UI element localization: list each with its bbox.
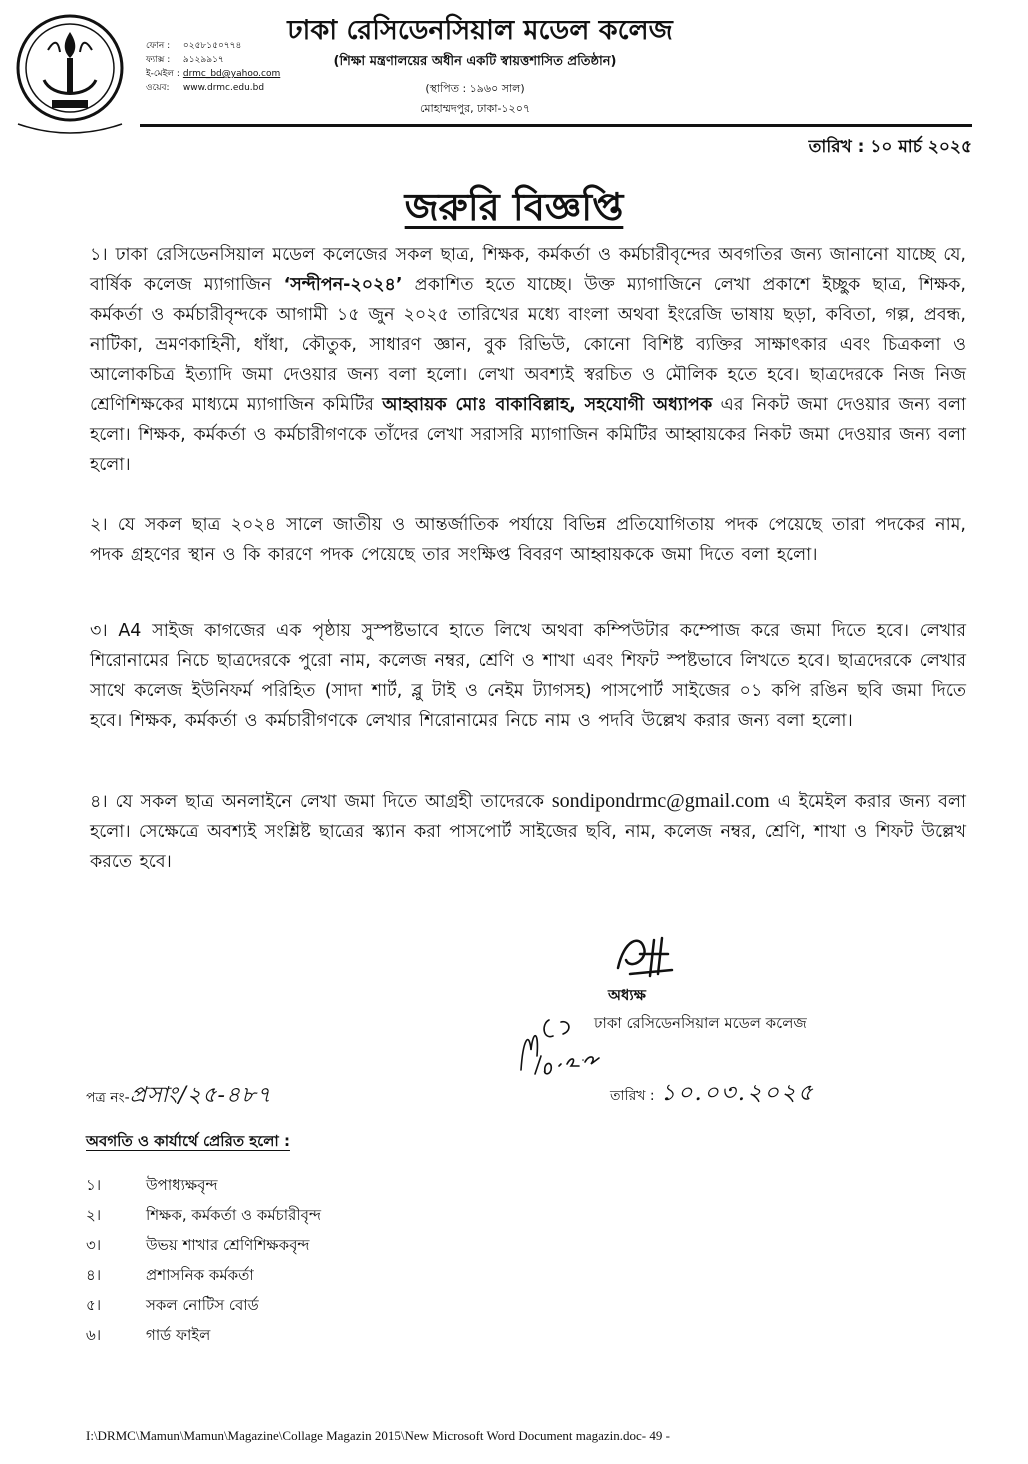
paragraph-2: ২। যে সকল ছাত্র ২০২৪ সালে জাতীয় ও আন্তর্জাতিক পর্যায়ে বিভিন্ন প্রতিযোগিতায় পদক পেয়েছে তারা পদকের নাম, পদক গ্রহণের স্থান ও কি কারণে পদক পেয়েছে তার সংক্ষিপ্ত বিবরণ আহ্বায়ককে জমা দিতে বলা হলো।	[90, 515, 966, 565]
list-item: ২। শিক্ষক, কর্মকর্তা ও কর্মচারীবৃন্দ	[86, 1206, 322, 1224]
submission-email[interactable]: sondipondrmc@gmail.com	[551, 790, 770, 812]
contact-fax: ফ্যাক্স : ৯১২৯৯১৭	[146, 55, 224, 65]
notice-date: তারিখ : ১০ মার্চ ২০২৫	[808, 137, 972, 157]
handwritten-initials	[515, 1000, 605, 1080]
paragraph-3: ৩। A4 সাইজ কাগজের এক পৃষ্ঠায় সুস্পষ্টভাবে হাতে লিখে অথবা কম্পিউটার কম্পোজ করে জমা দিতে হবে। লেখার শিরোনামের নিচে ছাত্রদেরকে পুরো নাম, কলেজ নম্বর, শ্রেণি ও শাখা এবং শিফট স্পষ্টভাবে লিখতে হবে। ছাত্রদেরকে লেখার সাথে কলেজ ইউনিফর্ম পরিহিত (সাদা শার্ট, ব্লু টাই ও নেইম ট্যাগসহ) পাসপোর্ট সাইজের ০১ কপি রঙিন ছবি জমা দিতে হবে। শিক্ষক, কর্মকর্তা ও কর্মচারীগণকে লেখার শিরোনামের নিচে নাম ও পদবি উল্লেখ করার জন্য বলা হলো।	[90, 621, 966, 731]
memo-number: পত্র নং-প্রসাং/২৫-৪৮৭	[86, 1083, 272, 1108]
signatory-organization: ঢাকা রেসিডেনসিয়াল মডেল কলেজ	[594, 1014, 807, 1032]
established-year: (স্থাপিত : ১৯৬০ সাল)	[425, 82, 525, 95]
list-item: ৬। গার্ড ফাইল	[86, 1326, 211, 1344]
college-location: মোহাম্মদপুর, ঢাকা-১২০৭	[419, 102, 531, 115]
college-subtitle: (শিক্ষা মন্ত্রণালয়ের অধীন একটি স্বায়ত্তশাসিত প্রতিষ্ঠান)	[333, 54, 617, 69]
list-item: ৩। উভয় শাখার শ্রেণিশিক্ষকবৃন্দ	[86, 1236, 310, 1254]
list-item: ১। উপাধ্যক্ষবৃন্দ	[86, 1176, 218, 1194]
list-item: ৫। সকল নোটিস বোর্ড	[86, 1296, 259, 1314]
contact-email: ই-মেইল : drmc_bd@yahoo.com	[146, 69, 281, 79]
notice-title: জরুরি বিজ্ঞপ্তি	[404, 185, 624, 229]
list-item: ৪। প্রশাসনিক কর্মকর্তা	[86, 1266, 254, 1284]
footer-file-path: I:\DRMC\Mamun\Mamun\Magazine\Collage Magazin 2015\New Microsoft Word Document magazin.doc- 49 -	[86, 1428, 670, 1443]
principal-signature	[610, 930, 680, 980]
contact-phone: ফোন : ০২৫৮১৫০৭৭৪	[146, 41, 242, 51]
signatory-title: অধ্যক্ষ	[608, 986, 646, 1004]
paragraph-4: ৪। যে সকল ছাত্র অনলাইনে লেখা জমা দিতে আগ্রহী তাদেরকে sondipondrmc@gmail.com এ ইমেইল করার জন্য বলা হলো। সেক্ষেত্রে অবশ্যই সংশ্লিষ্ট ছাত্রের স্ক্যান করা পাসপোর্ট সাইজের ছবি, নাম, কলেজ নম্বর, শ্রেণি, শাখা ও শিফট উল্লেখ করতে হবে।	[90, 790, 966, 872]
contact-web: ওয়েব: www.drmc.edu.bd	[146, 83, 265, 93]
distribution-list	[86, 1170, 321, 1350]
header-divider	[140, 124, 972, 127]
distribution-heading: অবগতি ও কার্যার্থে প্রেরিত হলো :	[86, 1132, 290, 1150]
college-name: ঢাকা রেসিডেনসিয়াল মডেল কলেজ	[287, 15, 673, 46]
memo-date: তারিখ : ১০.০৩.২০২৫	[610, 1080, 815, 1106]
college-logo	[10, 10, 130, 138]
paragraph-1: ১। ঢাকা রেসিডেনসিয়াল মডেল কলেজের সকল ছাত্র, শিক্ষক, কর্মকর্তা ও কর্মচারীবৃন্দের অবগতির জন্য জানানো যাচ্ছে যে, বার্ষিক কলেজ ম্যাগাজিন ‘সন্দীপন-২০২৪’ প্রকাশিত হতে যাচ্ছে। উক্ত ম্যাগাজিনে লেখা প্রকাশে ইচ্ছুক ছাত্র, শিক্ষক, কর্মকর্তা ও কর্মচারীবৃন্দকে আগামী ১৫ জুন ২০২৫ তারিখের মধ্যে বাংলা অথবা ইংরেজি ভাষায় ছড়া, কবিতা, গল্প, প্রবন্ধ, নাটিকা, ভ্রমণকাহিনী, ধাঁধা, কৌতুক, সাধারণ জ্ঞান, বুক রিভিউ, কোনো বিশিষ্ট ব্যক্তির সাক্ষাৎকার এবং চিত্রকলা ও আলোকচিত্র ইত্যাদি জমা দেওয়ার জন্য বলা হলো। লেখা অবশ্যই স্বরচিত ও মৌলিক হতে হবে। ছাত্রদেরকে নিজ নিজ শ্রেণিশিক্ষকের মাধ্যমে ম্যাগাজিন কমিটির আহ্বায়ক মোঃ বাকাবিল্লাহ, সহযোগী অধ্যাপক এর নিকট জমা দেওয়ার জন্য বলা হলো। শিক্ষক, কর্মকর্তা ও কর্মচারীগণকে তাঁদের লেখা সরাসরি ম্যাগাজিন কমিটির আহ্বায়কের নিকট জমা দেওয়ার জন্য বলা হলো।	[90, 245, 966, 475]
